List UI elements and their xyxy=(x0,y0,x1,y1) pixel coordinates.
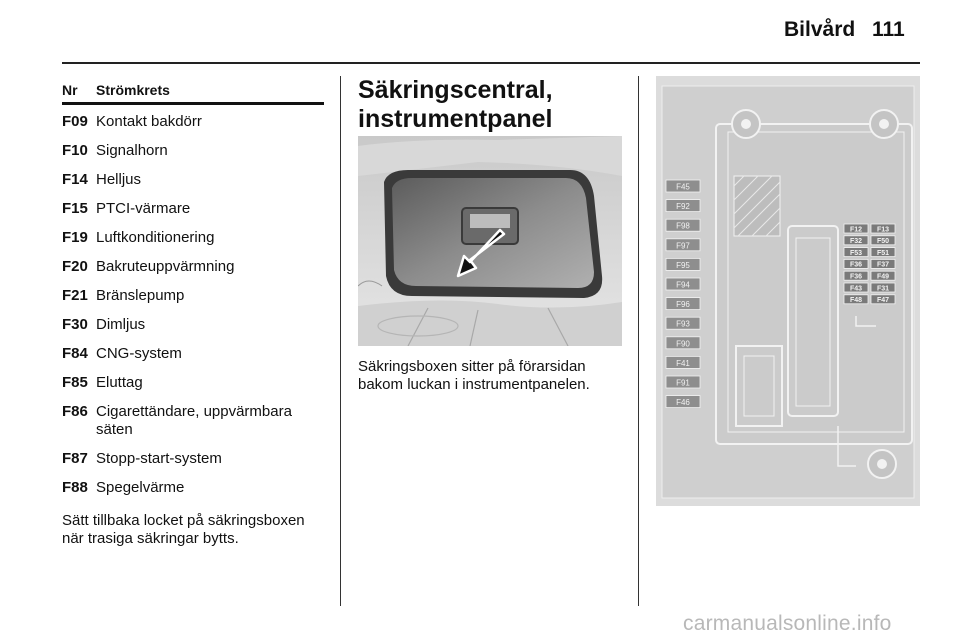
section-heading: Säkringscentral, instrumentpanel xyxy=(358,76,553,133)
diagram-fuse-f98 xyxy=(666,219,700,231)
diagram-fuse-f51 xyxy=(871,248,895,257)
diagram-fuse-f50 xyxy=(871,236,895,245)
fuse-row-f15 xyxy=(62,200,324,218)
fuse-row-f88 xyxy=(62,479,324,497)
diagram-fuse-label: F37 xyxy=(876,261,890,269)
fuse-number: F15 xyxy=(62,200,88,217)
watermark: carmanualsonline.info xyxy=(683,612,892,635)
fuse-table-column xyxy=(62,78,324,548)
replace-lid-note: Sätt tillbaka locket på säkringsboxen när trasiga säkringar bytts. xyxy=(62,512,305,547)
diagram-fuse-label: F46 xyxy=(676,398,690,408)
fusebox-location-caption: Säkringsboxen sitter på förarsidan bakom luckan i instrumentpanelen. xyxy=(358,358,590,393)
diagram-fuse-f32 xyxy=(844,236,868,245)
diagram-fuse-f46 xyxy=(666,396,700,408)
diagram-fuse-label: F90 xyxy=(676,339,690,349)
diagram-fuse-f47 xyxy=(871,295,895,304)
diagram-fuse-f53 xyxy=(844,248,868,257)
column-header-circuit: Strömkrets xyxy=(96,82,170,98)
fuse-circuit: PTCI-värmare xyxy=(96,200,191,217)
fuse-circuit: Signalhorn xyxy=(96,142,168,159)
fusebox-cover-photo xyxy=(358,136,622,346)
fuse-number: F85 xyxy=(62,374,88,391)
page-number: 111 xyxy=(872,18,905,41)
fuse-row-f20 xyxy=(62,258,324,276)
fuse-number: F87 xyxy=(62,450,88,467)
fuse-circuit: Helljus xyxy=(96,171,142,188)
fuse-row-f21 xyxy=(62,287,324,305)
diagram-fuse-label: F93 xyxy=(676,319,690,329)
fuse-number: F84 xyxy=(62,345,88,362)
fuse-number: F19 xyxy=(62,229,88,246)
diagram-fuse-f93 xyxy=(666,317,700,329)
diagram-fuse-f96 xyxy=(666,298,700,310)
diagram-fuse-f97 xyxy=(666,239,700,251)
diagram-fuse-label: F53 xyxy=(849,249,863,257)
fuse-circuit: Spegelvärme xyxy=(96,479,185,496)
fuse-number: F14 xyxy=(62,171,88,188)
fuse-circuit: Luftkonditionering xyxy=(96,229,215,246)
diagram-fuse-f31 xyxy=(871,283,895,292)
fuse-table-header-rule xyxy=(62,102,324,105)
diagram-fuse-f92 xyxy=(666,200,700,212)
fuse-number: F09 xyxy=(62,113,88,130)
fuse-number: F86 xyxy=(62,403,88,420)
diagram-fuse-label: F49 xyxy=(876,273,890,281)
fuse-number: F30 xyxy=(62,316,88,333)
diagram-fuse-label: F50 xyxy=(876,238,890,246)
diagram-fuse-f90 xyxy=(666,337,700,349)
diagram-fuse-label: F12 xyxy=(849,226,863,234)
diagram-fuse-label: F51 xyxy=(876,249,890,257)
fuse-number: F10 xyxy=(62,142,88,159)
fuse-circuit: Kontakt bakdörr xyxy=(96,113,202,130)
fuse-row-f84 xyxy=(62,345,324,363)
fuse-number: F21 xyxy=(62,287,88,304)
fuse-row-f19 xyxy=(62,229,324,247)
diagram-fuse-label: F31 xyxy=(876,285,890,293)
column-divider-left xyxy=(340,76,341,606)
diagram-fuse-label: F41 xyxy=(676,358,690,368)
diagram-fuse-f94 xyxy=(666,278,700,290)
diagram-fuse-label: F43 xyxy=(849,285,863,293)
diagram-fuse-label: F48 xyxy=(849,297,863,305)
diagram-fuse-f13 xyxy=(871,224,895,233)
fuse-circuit: Bränslepump xyxy=(96,287,185,304)
diagram-fuse-f36 xyxy=(844,271,868,280)
diagram-fuse-label: F36 xyxy=(849,273,863,281)
fuse-circuit: Eluttag xyxy=(96,374,143,391)
diagram-fuse-label: F13 xyxy=(876,226,890,234)
diagram-fuse-label: F92 xyxy=(676,202,690,212)
fuse-row-f09 xyxy=(62,113,324,131)
fuse-row-f30 xyxy=(62,316,324,334)
diagram-fuse-f45 xyxy=(666,180,700,192)
diagram-fuse-label: F97 xyxy=(676,241,690,251)
fusebox-diagram xyxy=(656,76,920,506)
fuse-number: F88 xyxy=(62,479,88,496)
diagram-fuse-label: F94 xyxy=(676,280,690,290)
column-header-nr: Nr xyxy=(62,82,78,98)
fuse-table-body xyxy=(62,113,324,497)
diagram-fuse-label: F45 xyxy=(676,182,690,192)
diagram-fuse-f95 xyxy=(666,258,700,270)
header-section-title: Bilvård xyxy=(784,18,856,41)
fuse-circuit: Dimljus xyxy=(96,316,146,333)
fuse-row-f10 xyxy=(62,142,324,160)
column-divider-right xyxy=(638,76,639,606)
diagram-fuse-label: F91 xyxy=(676,378,690,388)
fuse-row-f85 xyxy=(62,374,324,392)
diagram-fuse-f12 xyxy=(844,224,868,233)
fuse-table-header xyxy=(62,78,324,102)
diagram-fuse-label: F32 xyxy=(849,238,863,246)
diagram-fuse-label: F95 xyxy=(676,260,690,270)
diagram-fuse-f48 xyxy=(844,295,868,304)
fuse-number: F20 xyxy=(62,258,88,275)
diagram-fuse-label: F36 xyxy=(849,261,863,269)
diagram-fuse-f41 xyxy=(666,356,700,368)
diagram-fuse-label: F98 xyxy=(676,221,690,231)
diagram-fuse-f49 xyxy=(871,271,895,280)
fuse-circuit: CNG-system xyxy=(96,345,182,362)
fuse-circuit: Cigarettändare, uppvärmbara säten xyxy=(96,403,292,438)
fuse-circuit: Bakruteuppvärmning xyxy=(96,258,235,275)
instrument-panel-section xyxy=(358,76,624,393)
fuse-row-f87 xyxy=(62,450,324,468)
diagram-fuse-f36 xyxy=(844,259,868,268)
header-rule xyxy=(62,62,920,64)
diagram-fuse-f91 xyxy=(666,376,700,388)
fuse-row-f86 xyxy=(62,403,324,439)
fuse-row-f14 xyxy=(62,171,324,189)
diagram-fuse-label: F96 xyxy=(676,300,690,310)
diagram-fuse-f43 xyxy=(844,283,868,292)
fuse-circuit: Stopp-start-system xyxy=(96,450,222,467)
diagram-fuse-f37 xyxy=(871,259,895,268)
diagram-fuse-label: F47 xyxy=(876,297,890,305)
